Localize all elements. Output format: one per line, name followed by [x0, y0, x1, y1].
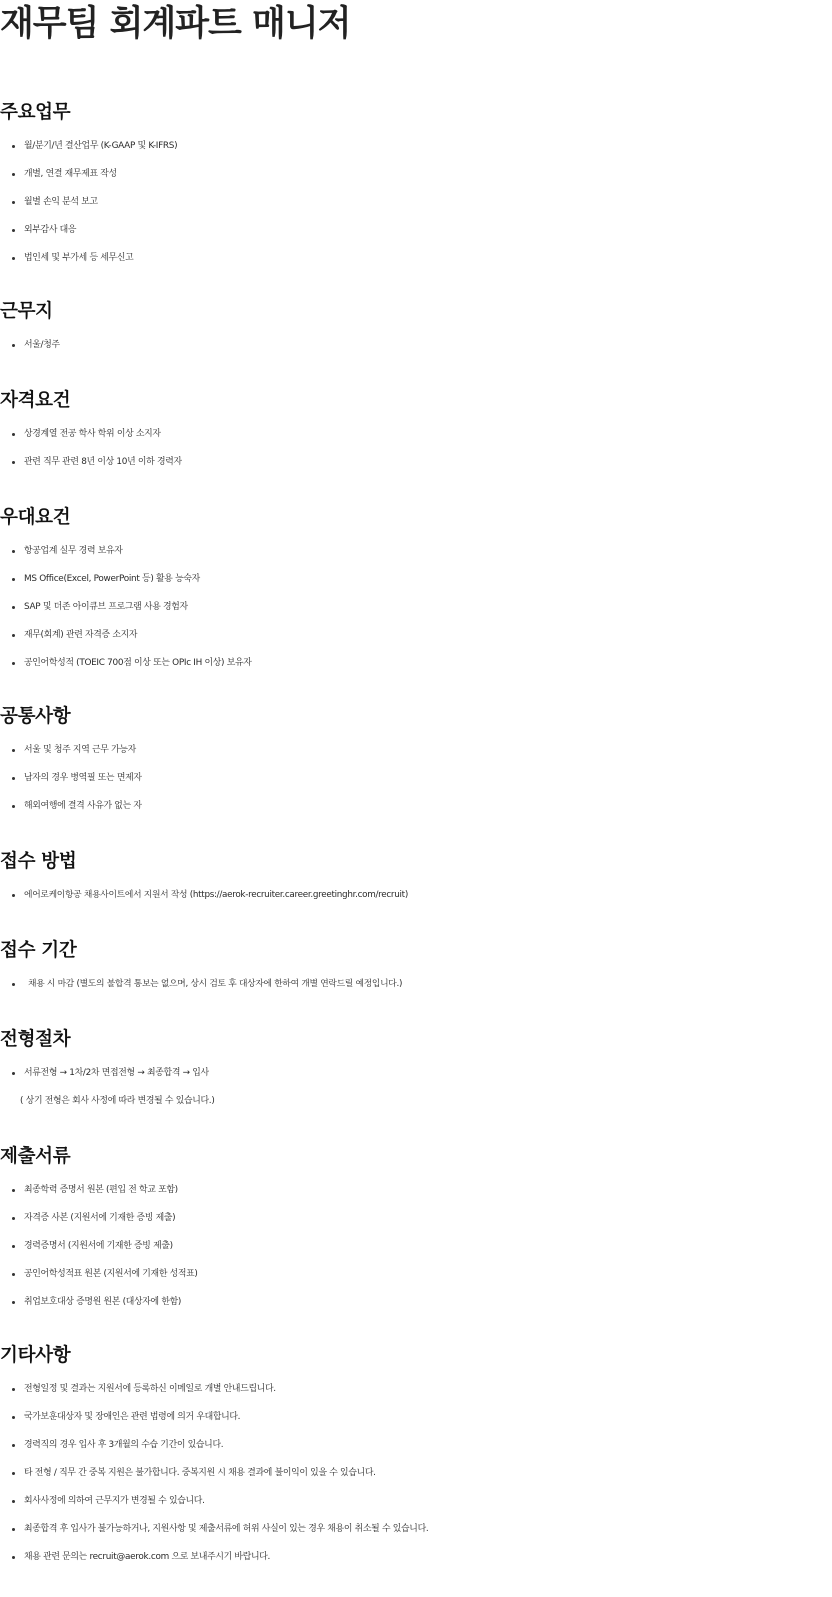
list-item: 자격증 사본 (지원서에 기재한 증빙 제출)	[0, 1204, 832, 1232]
list-item: 해외여행에 결격 사유가 없는 자	[0, 792, 832, 820]
section-heading-documents: 제출서류	[0, 1146, 71, 1167]
apply-period-list	[0, 970, 832, 998]
common-list	[0, 736, 832, 820]
preferred-list	[0, 537, 832, 677]
list-item: 채용 시 마감 (별도의 불합격 통보는 없으며, 상시 검토 후 대상자에 한하여 개별 연락드릴 예정입니다.)	[0, 970, 832, 998]
list-item: 월별 손익 분석 보고	[0, 188, 832, 216]
section-heading-process: 전형절차	[0, 1029, 71, 1050]
list-item: 공인어학성적 (TOEIC 700점 이상 또는 OPIc IH 이상) 보유자	[0, 649, 832, 677]
requirements-list	[0, 420, 832, 476]
process-note: ( 상기 전형은 회사 사정에 따라 변경될 수 있습니다.)	[20, 1096, 215, 1106]
list-item: 항공업계 실무 경력 보유자	[0, 537, 832, 565]
section-heading-apply-period: 접수 기간	[0, 940, 77, 961]
list-item: 서울 및 청주 지역 근무 가능자	[0, 736, 832, 764]
documents-list	[0, 1176, 832, 1316]
section-preferred	[0, 505, 832, 677]
list-item: 국가보훈대상자 및 장애인은 관련 법령에 의거 우대합니다.	[0, 1403, 832, 1431]
list-item: 상경계열 전공 학사 학위 이상 소지자	[0, 420, 832, 448]
list-item: 회사사정에 의하여 근무지가 변경될 수 있습니다.	[0, 1487, 832, 1515]
list-item: 채용 관련 문의는 recruit@aerok.com 으로 보내주시기 바랍니다.	[0, 1543, 832, 1571]
section-location	[0, 299, 832, 359]
section-duties	[0, 100, 832, 272]
section-apply-method	[0, 849, 832, 909]
list-item: 타 전형 / 직무 간 중복 지원은 불가합니다. 중복지원 시 채용 결과에 불이익이 있을 수 있습니다.	[0, 1459, 832, 1487]
section-common	[0, 704, 832, 820]
section-requirements	[0, 388, 832, 476]
list-item: SAP 및 더존 아이큐브 프로그램 사용 경험자	[0, 593, 832, 621]
others-list	[0, 1375, 832, 1571]
list-item: 외부감사 대응	[0, 216, 832, 244]
list-item: 월/분기/년 결산업무 (K-GAAP 및 K-IFRS)	[0, 132, 832, 160]
list-item: 서울/청주	[0, 331, 832, 359]
list-item: 공인어학성적표 원본 (지원서에 기재한 성적표)	[0, 1260, 832, 1288]
section-heading-location: 근무지	[0, 301, 53, 322]
list-item: 관련 직무 관련 8년 이상 10년 이하 경력자	[0, 448, 832, 476]
list-item: 에어로케이항공 채용사이트에서 지원서 작성 (https://aerok-recruiter.career.greetinghr.com/recruit)	[0, 881, 832, 909]
list-item: 경력증명서 (지원서에 기재한 증빙 제출)	[0, 1232, 832, 1260]
section-others	[0, 1343, 832, 1571]
section-heading-duties: 주요업무	[0, 102, 71, 123]
duties-list	[0, 132, 832, 272]
section-process	[0, 1027, 832, 1115]
section-apply-period	[0, 938, 832, 998]
section-heading-requirements: 자격요건	[0, 390, 71, 411]
process-list	[0, 1059, 832, 1087]
list-item: MS Office(Excel, PowerPoint 등) 활용 능숙자	[0, 565, 832, 593]
list-item: 재무(회계) 관련 자격증 소지자	[0, 621, 832, 649]
section-documents	[0, 1144, 832, 1316]
list-item: 최종학력 증명서 원본 (편입 전 학교 포함)	[0, 1176, 832, 1204]
page-title: 재무팀 회계파트 매니저	[0, 4, 351, 44]
section-heading-apply-method: 접수 방법	[0, 851, 77, 872]
list-item: 취업보호대상 증명원 원본 (대상자에 한함)	[0, 1288, 832, 1316]
list-item: 개별, 연결 재무제표 작성	[0, 160, 832, 188]
list-item: 남자의 경우 병역필 또는 면제자	[0, 764, 832, 792]
section-heading-preferred: 우대요건	[0, 507, 71, 528]
section-heading-others: 기타사항	[0, 1345, 71, 1366]
apply-method-list	[0, 881, 832, 909]
list-item: 법인세 및 부가세 등 세무신고	[0, 244, 832, 272]
list-item: 경력직의 경우 입사 후 3개월의 수습 기간이 있습니다.	[0, 1431, 832, 1459]
section-heading-common: 공통사항	[0, 706, 71, 727]
list-item: 최종합격 후 입사가 불가능하거나, 지원사항 및 제출서류에 허위 사실이 있는 경우 채용이 취소될 수 있습니다.	[0, 1515, 832, 1543]
location-list	[0, 331, 832, 359]
list-item: 전형일정 및 결과는 지원서에 등록하신 이메일로 개별 안내드립니다.	[0, 1375, 832, 1403]
list-item: 서류전형 → 1차/2차 면접전형 → 최종합격 → 입사	[0, 1059, 832, 1087]
